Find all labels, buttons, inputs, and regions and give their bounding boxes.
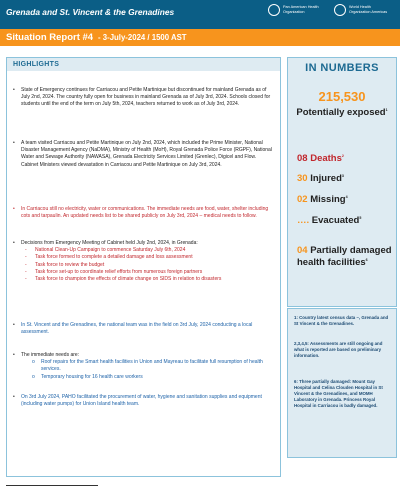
circle-bullet-icon: o <box>32 359 35 366</box>
dash-icon: - <box>25 247 27 254</box>
footnotes-panel <box>287 308 397 458</box>
highlight-text: In St. Vincent and the Grenadines, the national team was in the field on 3rd July, 2024 conducting a local assessment. <box>21 322 253 336</box>
document-title: Grenada and St. Vincent & the Grenadines <box>6 7 175 17</box>
in-numbers-title: IN NUMBERS <box>305 62 379 74</box>
report-title: Situation Report #4 <box>6 32 94 43</box>
footnote-divider <box>6 485 98 486</box>
immediate-need-item: o Temporary housing for 16 health care workers <box>32 373 143 380</box>
deaths-stat: 08 Deaths$^2$ <box>297 153 344 164</box>
highlight-text: On 3rd July 2024, PAHO facilitated the procurement of water, hygiene and sanitation supplies and equipment (including water pumps) for Union Island health team. <box>21 394 262 408</box>
highlight-item <box>13 240 273 283</box>
highlight-text: Decisions from Emergency Meeting of Cabinet held July 2nd, 2024, in Grenada: <box>21 240 198 246</box>
evacuated-stat: …. Evacuated$^5$ <box>297 215 362 226</box>
highlights-title: HIGHLIGHTS <box>13 61 60 68</box>
bullet-icon: • <box>13 240 15 246</box>
dash-icon: - <box>25 254 27 261</box>
injured-value: 30 <box>297 173 308 184</box>
immediate-need-item: o Roof repairs for the Smart health facilities in Union and Mayreau to facilitate full resumption of health services. <box>32 359 263 373</box>
highlights-header <box>7 58 280 71</box>
highlight-item <box>13 322 273 336</box>
who-emblem-icon <box>334 4 346 16</box>
exposed-population-label: Potentially exposed$^1$ <box>296 107 388 118</box>
highlight-item <box>13 140 273 169</box>
dash-icon: - <box>25 261 27 268</box>
bullet-icon: • <box>13 394 15 400</box>
highlight-text: A team visited Carriacou and Petite Martinique on July 2nd, 2024, which included the Prime Minister, National Disaster Management Agency (NaDMA), Ministry of Health (MoH), Royal Grenada Police Force (RGPF), National Water and Sewage Authority (NAWASA), Grenada Electricity Services Limited (Grenlec), Digicel and Flow. Cabinet Ministers viewed devastation in Carriacou and Petite Martinique on July 3rd, 2024. <box>21 140 272 168</box>
bullet-icon: • <box>13 87 15 93</box>
who-logo-text: World Health Organization Americas <box>349 5 388 14</box>
paho-logo <box>268 4 324 16</box>
injured-stat: 30 Injured$^3$ <box>297 173 344 184</box>
bullet-icon: • <box>13 206 15 212</box>
highlight-text: The immediate needs are: <box>21 352 80 358</box>
who-logo <box>334 4 390 16</box>
in-numbers-panel <box>287 57 397 307</box>
damaged-facilities-label: Partially damaged health facilities <box>297 245 392 268</box>
highlight-text: State of Emergency continues for Carriacou and Petite Martinique but discontinued for mainland Grenada as of July 2nd, 2024. The country fully open for business in mainland Grenada as of July 3rd, 2024. Schools closed for students until the end of the term on July 5th, 2024, teachers returned to work as of July 3rd, 2024. <box>21 87 271 108</box>
evacuated-label: Evacuated <box>311 215 360 226</box>
report-date: - 3-July-2024 / 1500 AST <box>98 33 187 42</box>
bullet-icon: • <box>13 352 15 358</box>
injured-label: Injured <box>310 173 342 184</box>
missing-stat: 02 Missing$^4$ <box>297 194 348 205</box>
cabinet-decision-item: - Task force to champion the effects of climate change on SIDS in relation to disasters <box>25 276 222 283</box>
bullet-icon: • <box>13 322 15 328</box>
evacuated-value: …. <box>297 215 310 226</box>
bullet-icon: • <box>13 140 15 146</box>
footnote-3: 6: Three partially damaged: Mount Gay Hospital and Celina Clouden Hospital in St Vincent & the Grenadines, and MOMH Laboratory in Grenada. Princess Royal Hospital in Carriacou is badly damaged. <box>294 379 383 408</box>
header-banner <box>0 0 400 29</box>
cabinet-decision-item: - Task force formed to complete a detailed damage and loss assessment <box>25 254 193 261</box>
dash-icon: - <box>25 268 27 275</box>
cabinet-decision-item: - Task force set-up to coordinate relief efforts from numerous foreign partners <box>25 268 203 275</box>
missing-value: 02 <box>297 194 308 205</box>
logo-group <box>268 4 390 16</box>
footnote-1: 1: Country latest census data –, Grenada and St Vincent & the Grenadines. <box>294 315 389 326</box>
missing-label: Missing <box>310 194 346 205</box>
exposed-population-value: 215,530 <box>318 89 366 104</box>
cabinet-decision-item: - National Clean-Up Campaign to commence Saturday July 6th, 2024 <box>25 247 186 254</box>
highlight-item <box>13 394 273 408</box>
paho-emblem-icon <box>268 4 280 16</box>
highlight-item <box>13 87 273 109</box>
highlight-text: In Carriacou still no electricity, water or communications. The immediate needs are food, water, shelter including cots and tarpaulin. An updated needs list to be shared publicly on July 3rd, 2024 – medical needs to follow. <box>21 206 269 220</box>
deaths-label: Deaths <box>310 153 342 164</box>
highlight-item <box>13 352 273 381</box>
report-bar <box>0 29 400 46</box>
highlight-item <box>13 206 273 220</box>
deaths-value: 08 <box>297 153 308 164</box>
damaged-facilities-value: 04 <box>297 245 308 256</box>
cabinet-decision-item: - Task force to review the budget <box>25 261 105 268</box>
damaged-facilities-stat: 04 Partially damaged health facilities$^6$ <box>297 245 392 268</box>
paho-logo-text: Pan American Health Organization <box>283 5 319 14</box>
highlights-panel <box>6 57 281 477</box>
dash-icon: - <box>25 276 27 283</box>
footnote-2: 2,3,4,5: Assessments are still ongoing and what is reported are based on preliminary information. <box>294 341 383 358</box>
circle-bullet-icon: o <box>32 373 35 380</box>
